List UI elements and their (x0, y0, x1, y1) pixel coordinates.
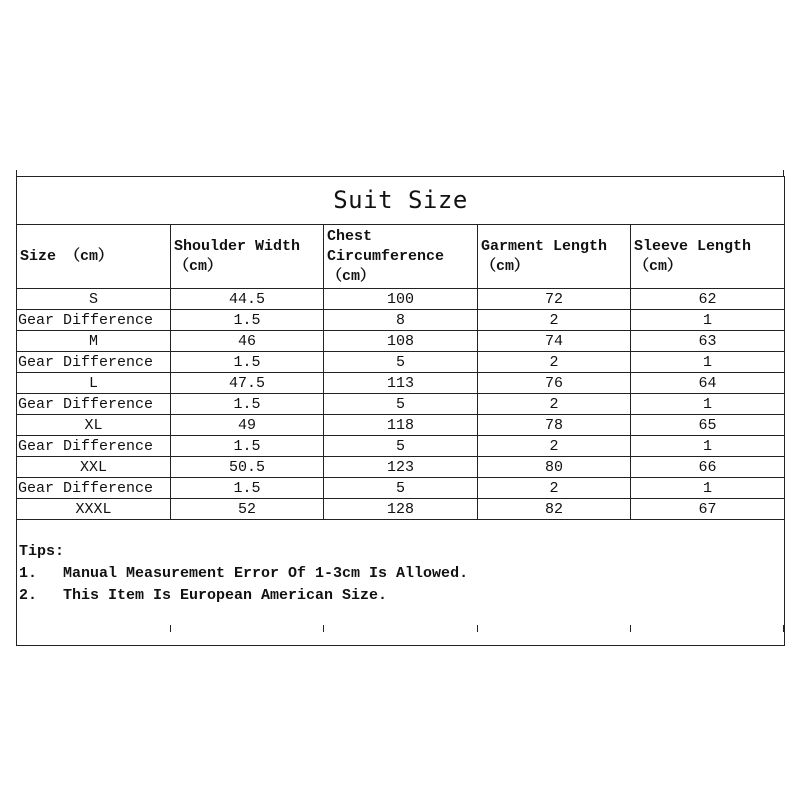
cell-chest-circumference: 113 (324, 373, 478, 394)
table-row (17, 457, 785, 478)
cell-size: XL (17, 415, 171, 436)
tip-item (19, 585, 782, 607)
cell-size: XXXL (17, 499, 171, 520)
cell-garment-length: 78 (478, 415, 631, 436)
cell-chest-circumference: 108 (324, 331, 478, 352)
tick (16, 625, 17, 632)
cell-chest-circumference: 5 (324, 436, 478, 457)
tick (477, 625, 478, 632)
cell-shoulder-width: 49 (171, 415, 324, 436)
tick (630, 625, 631, 632)
cell-garment-length: 76 (478, 373, 631, 394)
table-row (17, 373, 785, 394)
cell-sleeve-length: 1 (631, 436, 785, 457)
table-row (17, 289, 785, 310)
tips-title: Tips: (19, 543, 65, 560)
title-row (17, 177, 785, 225)
cell-chest-circumference: 123 (324, 457, 478, 478)
tick (783, 625, 784, 632)
table-row (17, 331, 785, 352)
header-size: Size （cm） (17, 225, 171, 289)
cell-chest-circumference: 118 (324, 415, 478, 436)
header-chest-circumference: Chest Circumference （cm） (324, 225, 478, 289)
table-row (17, 415, 785, 436)
table-row (17, 310, 785, 331)
header-shoulder-width: Shoulder Width（cm） (171, 225, 324, 289)
cell-size: Gear Difference (17, 436, 171, 457)
cell-garment-length: 80 (478, 457, 631, 478)
cell-chest-circumference: 128 (324, 499, 478, 520)
bottom-gridline-ticks (16, 625, 784, 633)
table-title: Suit Size (17, 177, 785, 225)
cell-garment-length: 2 (478, 478, 631, 499)
cell-size: M (17, 331, 171, 352)
cell-size: Gear Difference (17, 394, 171, 415)
cell-sleeve-length: 63 (631, 331, 785, 352)
cell-garment-length: 2 (478, 394, 631, 415)
cell-size: Gear Difference (17, 352, 171, 373)
cell-size: Gear Difference (17, 310, 171, 331)
cell-garment-length: 2 (478, 310, 631, 331)
cell-shoulder-width: 44.5 (171, 289, 324, 310)
tip-item (19, 563, 782, 585)
cell-chest-circumference: 5 (324, 478, 478, 499)
cell-shoulder-width: 47.5 (171, 373, 324, 394)
cell-garment-length: 2 (478, 436, 631, 457)
header-sleeve-length: Sleeve Length （cm） (631, 225, 785, 289)
cell-garment-length: 82 (478, 499, 631, 520)
cell-chest-circumference: 8 (324, 310, 478, 331)
cell-shoulder-width: 1.5 (171, 394, 324, 415)
tip-number: 2. (19, 587, 38, 604)
cell-sleeve-length: 1 (631, 478, 785, 499)
cell-chest-circumference: 100 (324, 289, 478, 310)
cell-shoulder-width: 1.5 (171, 352, 324, 373)
cell-sleeve-length: 62 (631, 289, 785, 310)
table-row (17, 352, 785, 373)
cell-chest-circumference: 5 (324, 394, 478, 415)
cell-size: L (17, 373, 171, 394)
header-garment-length: Garment Length（cm） (478, 225, 631, 289)
cell-sleeve-length: 67 (631, 499, 785, 520)
cell-chest-circumference: 5 (324, 352, 478, 373)
table-row (17, 478, 785, 499)
cell-sleeve-length: 1 (631, 352, 785, 373)
cell-garment-length: 2 (478, 352, 631, 373)
cell-shoulder-width: 1.5 (171, 436, 324, 457)
cell-garment-length: 72 (478, 289, 631, 310)
table-row (17, 436, 785, 457)
size-table (16, 176, 785, 646)
table-row (17, 394, 785, 415)
cell-shoulder-width: 46 (171, 331, 324, 352)
tip-text: Manual Measurement Error Of 1-3cm Is Allowed. (63, 565, 469, 582)
cell-garment-length: 74 (478, 331, 631, 352)
cell-shoulder-width: 1.5 (171, 478, 324, 499)
cell-size: XXL (17, 457, 171, 478)
cell-sleeve-length: 1 (631, 394, 785, 415)
table-row (17, 499, 785, 520)
cell-sleeve-length: 64 (631, 373, 785, 394)
tip-number: 1. (19, 565, 38, 582)
cell-size: Gear Difference (17, 478, 171, 499)
cell-sleeve-length: 1 (631, 310, 785, 331)
tick (323, 625, 324, 632)
cell-size: S (17, 289, 171, 310)
size-chart (16, 176, 784, 630)
cell-sleeve-length: 66 (631, 457, 785, 478)
cell-shoulder-width: 50.5 (171, 457, 324, 478)
header-row (17, 225, 785, 289)
cell-sleeve-length: 65 (631, 415, 785, 436)
tip-text: This Item Is European American Size. (63, 587, 388, 604)
tick (170, 625, 171, 632)
cell-shoulder-width: 1.5 (171, 310, 324, 331)
cell-shoulder-width: 52 (171, 499, 324, 520)
